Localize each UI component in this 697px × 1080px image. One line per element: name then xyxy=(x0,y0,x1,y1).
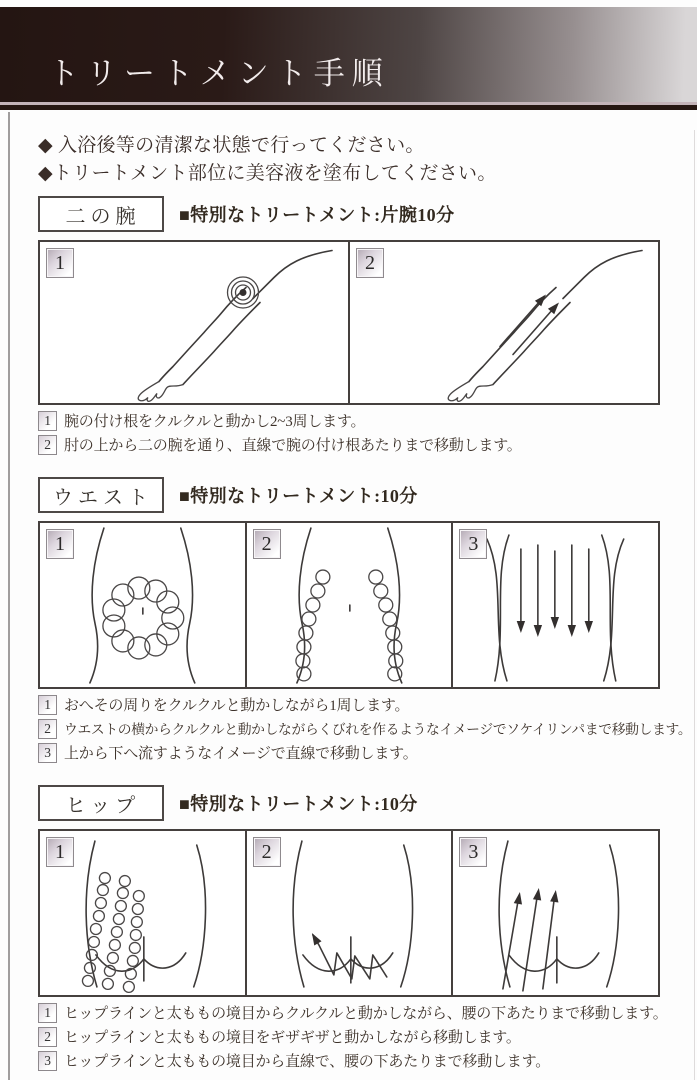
hip-step2-panel xyxy=(247,831,454,995)
panel-number-badge: 1 xyxy=(46,529,74,559)
caption-text: ヒップラインと太ももの境目をギザギザと動かしながら移動します。 xyxy=(64,1030,521,1046)
arm-spiral-illustration xyxy=(40,242,348,403)
content-area xyxy=(38,132,692,1074)
arm-arrows-illustration xyxy=(350,242,658,403)
caption-number-badge: 3 xyxy=(38,743,57,763)
waist-step1-panel xyxy=(40,523,247,687)
caption-number-badge: 2 xyxy=(38,719,57,739)
caption-number-badge: 1 xyxy=(38,1003,57,1023)
caption-step2 xyxy=(38,434,694,458)
panel-number-badge: 2 xyxy=(253,837,281,867)
hip-step1-panel xyxy=(40,831,247,995)
section-hip xyxy=(38,785,668,1074)
section-label-text: ウエスト xyxy=(53,486,153,509)
upper-arm-step1-panel xyxy=(40,242,350,403)
section-subtitle-hip: ■特別なトリートメント:10分 xyxy=(179,794,418,814)
caption-number-badge: 1 xyxy=(38,411,57,431)
panel-number-badge: 1 xyxy=(46,837,74,867)
hip-step3-panel xyxy=(453,831,658,995)
section-label-text: 二の腕 xyxy=(65,205,141,228)
panel-number-badge: 2 xyxy=(253,529,281,559)
caption-text: ヒップラインと太ももの境目から直線で、腰の下あたりまで移動します。 xyxy=(64,1054,551,1070)
caption-text: ウエストの横からクルクルと動かしながらくびれを作るようなイメージでソケイリンパまで移動します。 xyxy=(64,722,692,737)
section-label-upper-arm xyxy=(38,196,164,232)
section-label-text: ヒップ xyxy=(65,794,141,817)
section-upper-arm xyxy=(38,196,660,458)
banner-dark-line xyxy=(0,105,697,110)
note-clean-state: ◆ 入浴後等の清潔な状態で行ってください。 xyxy=(38,135,425,156)
hip-figure-row xyxy=(38,829,660,997)
caption-number-badge: 3 xyxy=(38,1051,57,1071)
panel-number-badge: 2 xyxy=(356,248,384,278)
page-right-edge-line xyxy=(694,130,695,1080)
note-apply-serum: ◆トリートメント部位に美容液を塗布してください。 xyxy=(38,163,497,184)
panel-number-badge: 1 xyxy=(46,248,74,278)
panel-number-badge: 3 xyxy=(459,529,487,559)
caption-text: おへその周りをクルクルと動かしながら1周します。 xyxy=(64,698,410,714)
section-header-upper-arm xyxy=(38,196,660,232)
caption-number-badge: 2 xyxy=(38,435,57,455)
panel-number-badge: 3 xyxy=(459,837,487,867)
caption-text: 上から下へ流すようなイメージで直線で移動します。 xyxy=(64,746,418,762)
section-waist xyxy=(38,477,692,766)
section-subtitle-upper-arm: ■特別なトリートメント:片腕10分 xyxy=(179,205,455,225)
caption-text: 腕の付け根をクルクルと動かし2~3周します。 xyxy=(64,414,366,430)
page-left-edge-line xyxy=(8,112,10,1080)
waist-captions xyxy=(38,694,694,766)
waist-step3-panel xyxy=(453,523,658,687)
caption-step1 xyxy=(38,694,694,718)
waist-figure-row xyxy=(38,521,660,689)
section-label-hip xyxy=(38,785,164,821)
page-title: トリートメント手順 xyxy=(48,56,390,91)
hip-captions xyxy=(38,1002,694,1074)
caption-step3 xyxy=(38,1050,694,1074)
caption-text: ヒップラインと太ももの境目からクルクルと動かしながら、腰の下あたりまで移動します。 xyxy=(64,1006,668,1022)
caption-step1 xyxy=(38,1002,694,1026)
precaution-notes xyxy=(38,132,660,188)
section-subtitle-waist: ■特別なトリートメント:10分 xyxy=(179,486,418,506)
caption-step3 xyxy=(38,742,694,766)
upper-arm-step2-panel xyxy=(350,242,658,403)
caption-number-badge: 2 xyxy=(38,1027,57,1047)
section-header-waist xyxy=(38,477,660,513)
upper-arm-captions xyxy=(38,410,694,458)
section-header-hip xyxy=(38,785,660,821)
waist-step2-panel xyxy=(247,523,454,687)
caption-step1 xyxy=(38,410,694,434)
caption-step2 xyxy=(38,718,694,742)
caption-step2 xyxy=(38,1026,694,1050)
caption-text: 肘の上から二の腕を通り、直線で腕の付け根あたりまで移動します。 xyxy=(64,438,522,454)
title-banner xyxy=(0,7,697,102)
section-label-waist xyxy=(38,477,164,513)
caption-number-badge: 1 xyxy=(38,695,57,715)
upper-arm-figure-row xyxy=(38,240,660,405)
